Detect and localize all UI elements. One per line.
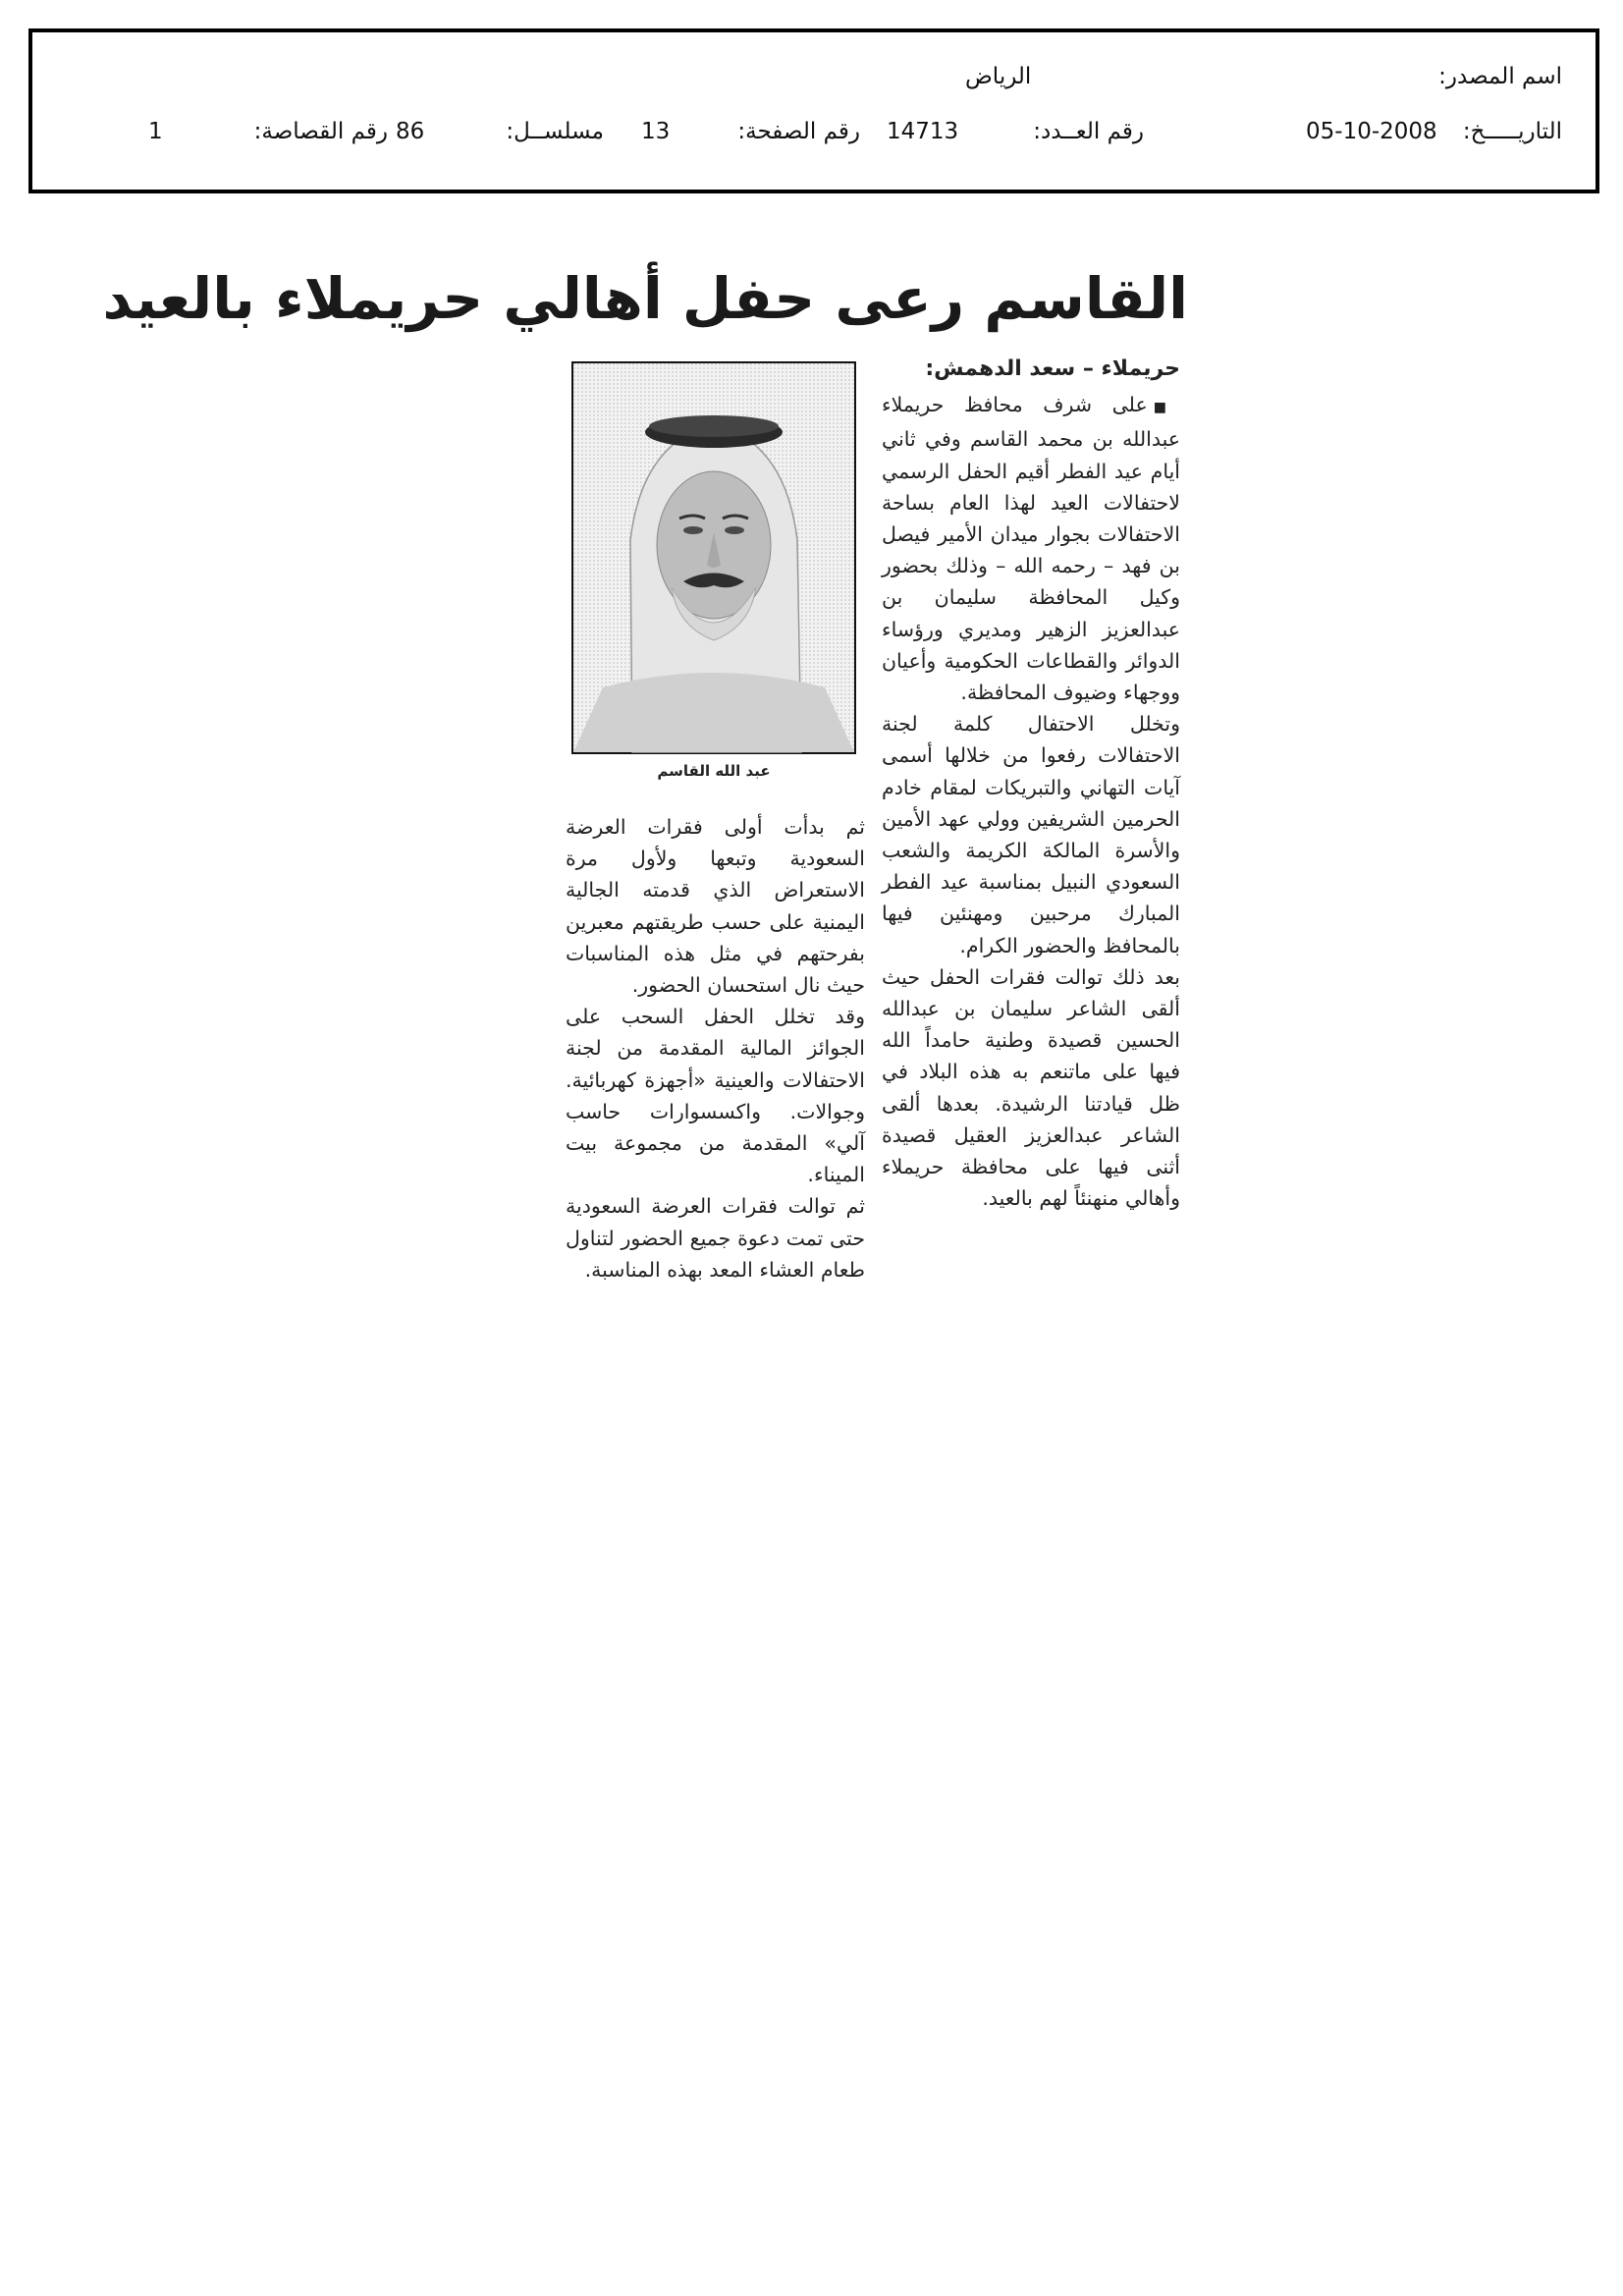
page-number-label: رقم الصفحة: <box>737 119 860 144</box>
article-paragraph: وتخلل الاحتفال كلمة لجنة الاحتفالات رفعوا من خلالها أسمى آيات التهاني والتبريكات لمقام خادم الحرمين الشريفين وولي عهد الأمين والأسرة المالكة الكريمة والشعب السعودي النبيل بمناسبة عيد الفطر المبارك مرحبين ومهنئين فيها بالمحافظ والحضور الكرام. <box>882 712 1180 957</box>
article-left-column <box>566 811 865 1285</box>
article-paragraph: ثم بدأت أولى فقرات العرضة السعودية وتبعها ولأول مرة الاستعراض الذي قدمته الجالية اليمنية على حسب طريقتهم معبرين بفرحتهم في مثل هذه المناسبات حيث نال استحسان الحضور. <box>566 815 865 998</box>
article-paragraph: ثم توالت فقرات العرضة السعودية حتى تمت دعوة جميع الحضور لتناول طعام العشاء المعد بهذه المناسبة. <box>566 1194 865 1282</box>
issue-number-label: رقم العــدد: <box>1033 119 1144 144</box>
portrait-image <box>573 363 854 752</box>
serial-value: 86 <box>396 119 425 144</box>
article-paragraph: ■على شرف محافظ حريملاء عبدالله بن محمد القاسم وفي ثاني أيام عيد الفطر أقيم الحفل الرسمي لاحتفالات العيد لهذا العام بساحة الاحتفالات بجوار ميدان الأمير فيصل بن فهد – رحمه الله – وذلك بحضور وكيل المحافظة سليمان بن عبدالعزيز الزهير ومديري ورؤساء الدوائر والقطاعات الحكومية وأعيان ووجهاء وضيوف المحافظة. <box>882 393 1180 705</box>
date-value: 05-10-2008 <box>1306 119 1437 144</box>
article-byline: حريملاء – سعد الدهمش: <box>925 356 1180 381</box>
source-value: الرياض <box>965 64 1032 89</box>
clipping-number-value: 1 <box>148 119 163 144</box>
source-label: اسم المصدر: <box>1438 64 1562 89</box>
article-right-column <box>882 354 1180 1214</box>
article-headline: القاسم رعى حفل أهالي حريملاء بالعيد <box>102 265 1188 332</box>
issue-number-value: 14713 <box>887 119 959 144</box>
photo-caption: عبد الله القاسم <box>657 762 771 780</box>
portrait-photo <box>571 361 856 754</box>
article-paragraph: بعد ذلك توالت فقرات الحفل حيث ألقى الشاعر سليمان بن عبدالله الحسين قصيدة وطنية حامداً الله فيها على ماتنعم به هذه البلاد في ظل قيادتنا الرشيدة. بعدها ألقى الشاعر عبدالعزيز العقيل قصيدة أثنى فيها على محافظة حريملاء وأهالي منهنئاً لهم بالعيد. <box>882 964 1180 1211</box>
clipping-info-box <box>28 28 1599 193</box>
page-number-value: 13 <box>641 119 671 144</box>
clipping-number-label: رقم القصاصة: <box>253 119 388 144</box>
serial-label: مسلســل: <box>506 119 604 144</box>
bullet-icon: ■ <box>1153 400 1180 416</box>
article-paragraph: وقد تخلل الحفل السحب على الجوائز المالية المقدمة من لجنة الاحتفالات والعينية «أجهزة كهربائية. وجوالات. واكسسوارات حاسب آلي» المقدمة من مجموعة بيت الميناء. <box>566 1005 865 1187</box>
date-label: التاريـــــخ: <box>1462 119 1562 144</box>
